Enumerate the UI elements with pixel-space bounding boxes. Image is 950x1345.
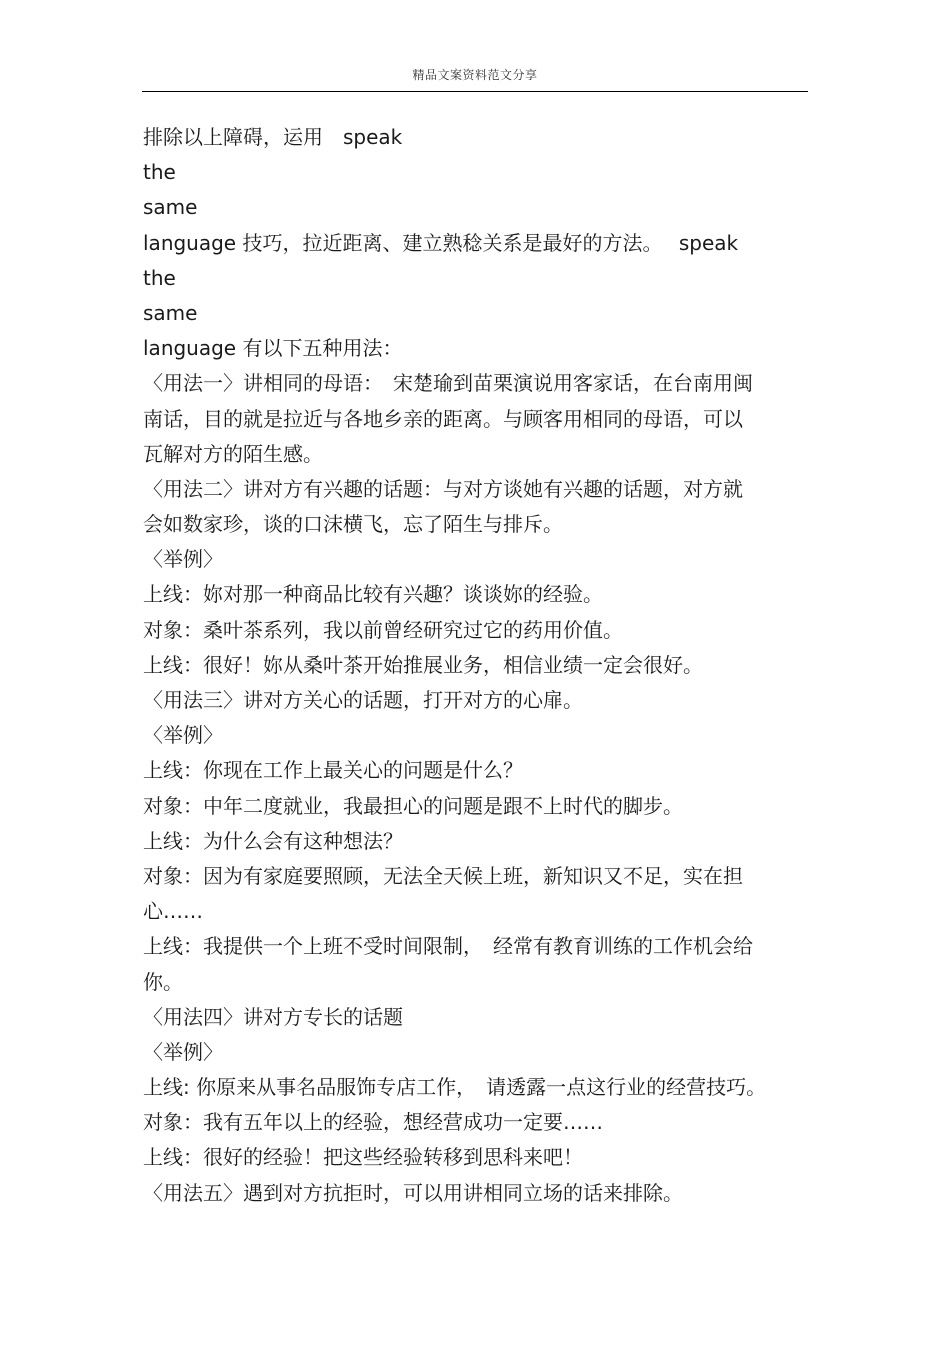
text-line: language 有以下五种用法： xyxy=(143,336,403,361)
text-line: language 技巧，拉近距离、建立熟稔关系是最好的方法。 speak xyxy=(143,230,739,255)
text-line: same xyxy=(143,195,198,220)
text-line: 〈举例〉 xyxy=(143,1039,223,1064)
text-line: 〈举例〉 xyxy=(143,723,223,748)
text-line: 对象：中年二度就业，我最担心的问题是跟不上时代的脚步。 xyxy=(143,793,683,818)
text-line: 对象：因为有家庭要照顾，无法全天候上班，新知识又不足，实在担 xyxy=(143,863,743,888)
text-line: the xyxy=(143,265,176,290)
text-line: the xyxy=(143,160,176,185)
text-line: 〈用法二〉讲对方有兴趣的话题：与对方谈她有兴趣的话题，对方就 xyxy=(143,476,743,501)
page-header: 精品文案资料范文分享 xyxy=(412,68,538,82)
text-line: 心…… xyxy=(143,899,203,924)
text-line: 对象：我有五年以上的经验，想经营成功一定要…… xyxy=(143,1110,603,1135)
text-line: 瓦解对方的陌生感。 xyxy=(143,441,323,466)
text-line: 上线：你现在工作上最关心的问题是什么？ xyxy=(143,758,523,783)
text-line: 上线：我提供一个上班不受时间限制， 经常有教育训练的工作机会给 xyxy=(143,934,753,959)
text-line: 〈用法五〉遇到对方抗拒时，可以用讲相同立场的话来排除。 xyxy=(143,1180,683,1205)
text-line: 上线: 你原来从事名品服饰专店工作， 请透露一点这行业的经营技巧。 xyxy=(143,1075,767,1100)
text-line: 上线：很好的经验！把这些经验转移到思科来吧！ xyxy=(143,1145,583,1170)
text-line: 上线：为什么会有这种想法？ xyxy=(143,828,403,853)
text-line: 南话，目的就是拉近与各地乡亲的距离。与顾客用相同的母语，可以 xyxy=(143,406,743,431)
text-line: 对象：桑叶茶系列，我以前曾经研究过它的药用价值。 xyxy=(143,617,623,642)
text-line: 〈用法三〉讲对方关心的话题，打开对方的心扉。 xyxy=(143,688,583,712)
text-line: 会如数家珍，谈的口沫横飞，忘了陌生与排斥。 xyxy=(143,512,563,537)
header-divider xyxy=(142,91,808,92)
text-line: 上线：很好！妳从桑叶茶开始推展业务，相信业绩一定会很好。 xyxy=(143,652,703,677)
text-line: 你。 xyxy=(143,969,183,994)
text-line: 排除以上障碍，运用 speak xyxy=(143,125,403,149)
document-body xyxy=(143,120,803,1211)
text-line: 〈举例〉 xyxy=(143,547,223,572)
text-line: 〈用法一〉讲相同的母语： 宋楚瑜到苗栗演说用客家话，在台南用闽 xyxy=(143,371,753,396)
text-line: 上线：妳对那一种商品比较有兴趣？谈谈妳的经验。 xyxy=(143,582,603,607)
text-line: 〈用法四〉讲对方专长的话题 xyxy=(143,1004,403,1029)
text-line: same xyxy=(143,300,198,325)
